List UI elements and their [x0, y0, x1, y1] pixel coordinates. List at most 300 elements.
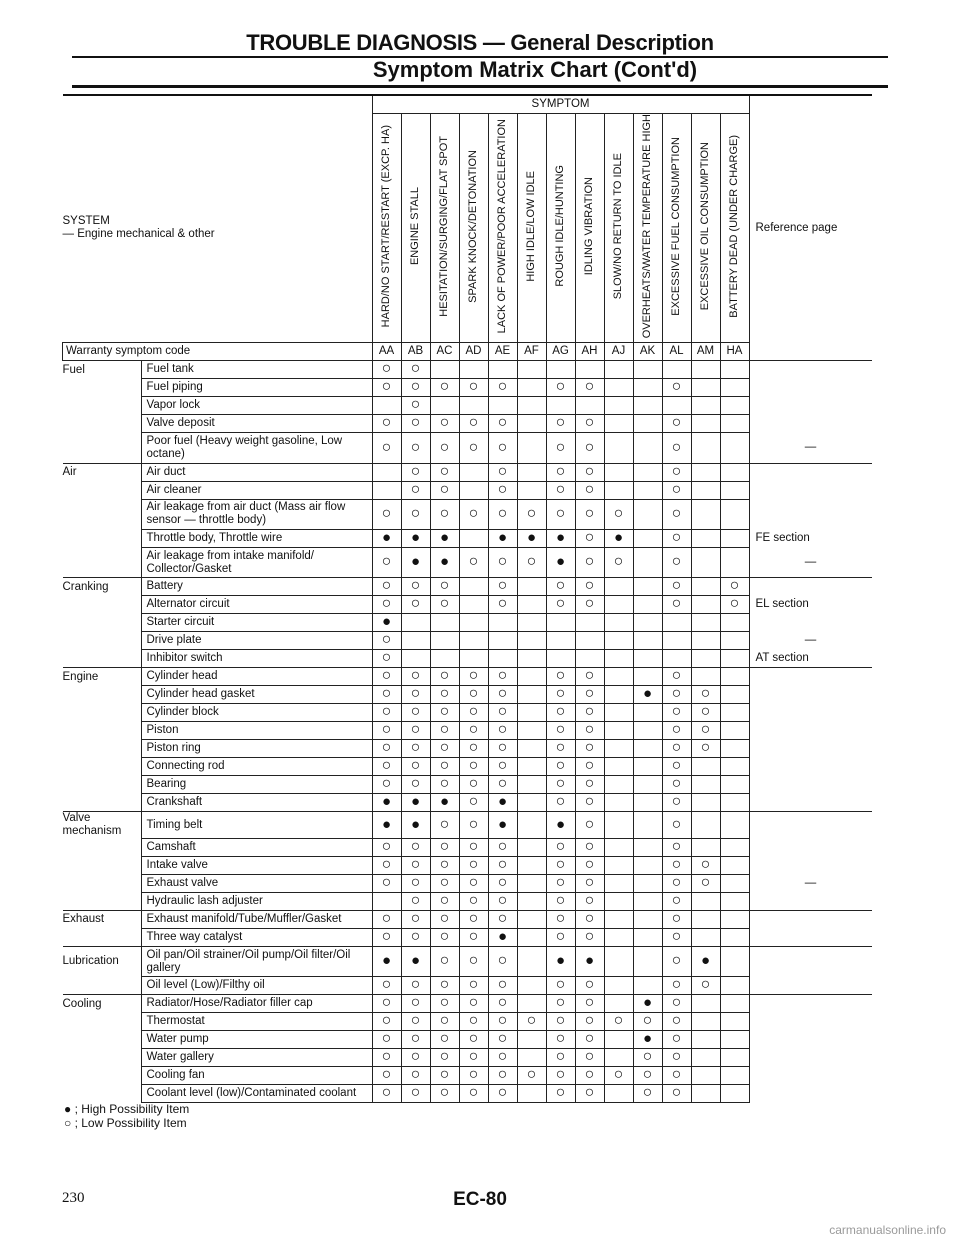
open-circle-icon: ○	[584, 855, 595, 873]
filled-circle-icon: ●	[64, 1102, 72, 1116]
symptom-cell	[401, 704, 430, 722]
symptom-cell	[720, 614, 749, 632]
system-item: Drive plate	[141, 632, 372, 650]
symptom-cell	[430, 632, 459, 650]
reference-page	[749, 481, 872, 499]
symptom-cell	[488, 910, 517, 928]
open-circle-icon: ○	[381, 757, 392, 775]
symptom-cell	[720, 686, 749, 704]
symptom-cell	[633, 1013, 662, 1031]
symptom-cell	[488, 977, 517, 995]
symptom-cell	[372, 812, 401, 839]
filled-circle-icon: ●	[642, 994, 653, 1012]
symptom-cell	[488, 892, 517, 910]
symptom-cell	[662, 722, 691, 740]
symptom-cell	[604, 686, 633, 704]
open-circle-icon: ○	[671, 739, 682, 757]
symptom-cell	[604, 812, 633, 839]
reference-page	[749, 397, 872, 415]
symptom-cell	[691, 481, 720, 499]
symptom-cell	[459, 686, 488, 704]
open-circle-icon: ○	[439, 1066, 450, 1084]
open-circle-icon: ○	[584, 378, 595, 396]
symptom-cell	[488, 740, 517, 758]
symptom-cell	[372, 578, 401, 596]
open-circle-icon: ○	[468, 952, 479, 970]
open-circle-icon: ○	[410, 504, 421, 522]
open-circle-icon: ○	[468, 855, 479, 873]
symptom-cell	[575, 995, 604, 1013]
symptom-col-header	[459, 114, 488, 343]
symptom-cell	[691, 578, 720, 596]
symptom-cell	[488, 812, 517, 839]
symptom-cell	[604, 463, 633, 481]
system-category	[63, 794, 142, 812]
open-circle-icon: ○	[410, 891, 421, 909]
symptom-cell	[459, 776, 488, 794]
symptom-cell	[546, 946, 575, 977]
system-item: Air duct	[141, 463, 372, 481]
table-row	[63, 632, 872, 650]
symptom-cell	[546, 1013, 575, 1031]
system-label: SYSTEM	[62, 214, 110, 227]
open-circle-icon: ○	[671, 553, 682, 571]
table-row	[63, 704, 872, 722]
symptom-cell	[720, 1031, 749, 1049]
symptom-cell	[430, 397, 459, 415]
symptom-cell	[401, 856, 430, 874]
symptom-cell	[691, 874, 720, 892]
symptom-cell	[372, 433, 401, 464]
open-circle-icon: ○	[439, 873, 450, 891]
system-item: Timing belt	[141, 812, 372, 839]
symptom-cell	[517, 481, 546, 499]
symptom-cell	[430, 379, 459, 397]
symptom-cell	[517, 722, 546, 740]
system-item: Hydraulic lash adjuster	[141, 892, 372, 910]
symptom-name: ENGINE STALL	[409, 187, 421, 266]
system-category: Engine	[63, 668, 142, 686]
symptom-cell	[720, 1067, 749, 1085]
open-circle-icon: ○	[497, 685, 508, 703]
symptom-cell	[604, 722, 633, 740]
symptom-cell	[401, 1013, 430, 1031]
symptom-cell	[662, 529, 691, 547]
symptom-cell	[720, 910, 749, 928]
symptom-cell	[691, 686, 720, 704]
symptom-cell	[401, 632, 430, 650]
symptom-cell	[604, 776, 633, 794]
open-circle-icon: ○	[381, 927, 392, 945]
symptom-cell	[488, 856, 517, 874]
symptom-cell	[604, 977, 633, 995]
open-circle-icon: ○	[671, 378, 682, 396]
table-row	[63, 379, 872, 397]
symptom-cell	[662, 397, 691, 415]
symptom-cell	[546, 650, 575, 668]
symptom-cell	[488, 874, 517, 892]
symptom-cell	[575, 977, 604, 995]
open-circle-icon: ○	[584, 414, 595, 432]
symptom-names-row	[63, 114, 872, 343]
open-circle-icon: ○	[584, 462, 595, 480]
open-circle-icon: ○	[439, 1048, 450, 1066]
symptom-cell	[662, 650, 691, 668]
table-row	[63, 977, 872, 995]
open-circle-icon: ○	[381, 631, 392, 649]
open-circle-icon: ○	[584, 909, 595, 927]
symptom-cell	[488, 794, 517, 812]
symptom-cell	[546, 977, 575, 995]
symptom-cell	[430, 856, 459, 874]
symptom-cell	[372, 379, 401, 397]
open-circle-icon: ○	[555, 775, 566, 793]
symptom-cell	[720, 499, 749, 529]
open-circle-icon: ○	[497, 1066, 508, 1084]
system-item: Battery	[141, 578, 372, 596]
symptom-cell	[546, 578, 575, 596]
open-circle-icon: ○	[671, 414, 682, 432]
system-category	[63, 1013, 142, 1031]
symptom-cell	[691, 1049, 720, 1067]
table-row	[63, 529, 872, 547]
open-circle-icon: ○	[468, 994, 479, 1012]
symptom-cell	[546, 686, 575, 704]
symptom-cell	[691, 794, 720, 812]
symptom-cell	[691, 704, 720, 722]
open-circle-icon: ○	[381, 685, 392, 703]
symptom-cell	[517, 838, 546, 856]
system-category: Fuel	[63, 361, 142, 379]
open-circle-icon: ○	[468, 873, 479, 891]
filled-circle-icon: ●	[555, 553, 566, 571]
symptom-cell	[517, 499, 546, 529]
open-circle-icon: ○	[439, 757, 450, 775]
system-item: Radiator/Hose/Radiator filler cap	[141, 995, 372, 1013]
open-circle-icon: ○	[584, 927, 595, 945]
reference-page	[749, 928, 872, 946]
filled-circle-icon: ●	[410, 952, 421, 970]
system-item: Inhibitor switch	[141, 650, 372, 668]
symptom-cell	[662, 1031, 691, 1049]
system-item: Thermostat	[141, 1013, 372, 1031]
symptom-cell	[430, 740, 459, 758]
table-row	[63, 1049, 872, 1067]
symptom-cell	[488, 529, 517, 547]
symptom-name: IDLING VIBRATION	[583, 177, 595, 276]
open-circle-icon: ○	[729, 595, 740, 613]
symptom-name: SPARK KNOCK/DETONATION	[467, 149, 479, 303]
symptom-cell	[691, 632, 720, 650]
symptom-cell	[633, 928, 662, 946]
open-circle-icon: ○	[671, 462, 682, 480]
symptom-cell	[546, 481, 575, 499]
open-circle-icon: ○	[497, 721, 508, 739]
warranty-code: AB	[401, 343, 430, 361]
table-row	[63, 928, 872, 946]
symptom-cell	[488, 614, 517, 632]
system-category	[63, 433, 142, 464]
symptom-cell	[720, 361, 749, 379]
symptom-cell	[662, 415, 691, 433]
symptom-cell	[401, 596, 430, 614]
symptom-cell	[604, 740, 633, 758]
symptom-cell	[401, 995, 430, 1013]
warranty-code: AJ	[604, 343, 633, 361]
symptom-cell	[401, 547, 430, 578]
reference-page	[749, 995, 872, 1013]
symptom-cell	[720, 704, 749, 722]
open-circle-icon: ○	[410, 1012, 421, 1030]
table-row	[63, 758, 872, 776]
symptom-cell	[691, 910, 720, 928]
symptom-cell	[430, 499, 459, 529]
open-circle-icon: ○	[671, 891, 682, 909]
symptom-cell	[720, 946, 749, 977]
filled-circle-icon: ●	[613, 528, 624, 546]
system-category	[63, 499, 142, 529]
symptom-cell	[546, 910, 575, 928]
symptom-cell	[401, 481, 430, 499]
filled-circle-icon: ●	[410, 553, 421, 571]
open-circle-icon: ○	[439, 595, 450, 613]
symptom-cell	[430, 758, 459, 776]
symptom-cell	[546, 463, 575, 481]
open-circle-icon: ○	[671, 837, 682, 855]
symptom-cell	[459, 1049, 488, 1067]
symptom-cell	[662, 578, 691, 596]
open-circle-icon: ○	[555, 480, 566, 498]
symptom-cell	[372, 892, 401, 910]
table-row	[63, 547, 872, 578]
open-circle-icon: ○	[468, 1030, 479, 1048]
open-circle-icon: ○	[468, 504, 479, 522]
open-circle-icon: ○	[584, 1030, 595, 1048]
symptom-cell	[662, 614, 691, 632]
system-category	[63, 632, 142, 650]
system-item: Cooling fan	[141, 1067, 372, 1085]
symptom-cell	[488, 668, 517, 686]
open-circle-icon: ○	[381, 976, 392, 994]
symptom-cell	[372, 946, 401, 977]
symptom-cell	[575, 704, 604, 722]
symptom-cell	[633, 977, 662, 995]
symptom-cell	[720, 838, 749, 856]
open-circle-icon: ○	[671, 793, 682, 811]
system-category	[63, 1067, 142, 1085]
open-circle-icon: ○	[671, 927, 682, 945]
symptom-cell	[691, 1067, 720, 1085]
warranty-code: AA	[372, 343, 401, 361]
symptom-cell	[546, 892, 575, 910]
symptom-cell	[633, 892, 662, 910]
reference-page	[749, 1067, 872, 1085]
open-circle-icon: ○	[410, 976, 421, 994]
symptom-cell	[662, 874, 691, 892]
symptom-name: HARD/NO START/RESTART (EXCP. HA)	[380, 124, 392, 328]
symptom-cell	[517, 776, 546, 794]
reference-page	[749, 892, 872, 910]
symptom-cell	[401, 1049, 430, 1067]
symptom-cell	[633, 668, 662, 686]
open-circle-icon: ○	[410, 378, 421, 396]
symptom-col-header	[430, 114, 459, 343]
open-circle-icon: ○	[555, 976, 566, 994]
system-item: Water gallery	[141, 1049, 372, 1067]
symptom-cell	[691, 892, 720, 910]
symptom-cell	[662, 856, 691, 874]
legend-low-text: ; Low Possibility Item	[74, 1116, 187, 1130]
symptom-cell	[430, 463, 459, 481]
symptom-cell	[691, 529, 720, 547]
table-row	[63, 614, 872, 632]
symptom-cell	[401, 740, 430, 758]
symptom-col-header	[546, 114, 575, 343]
symptom-cell	[459, 1013, 488, 1031]
symptom-cell	[575, 722, 604, 740]
open-circle-icon: ○	[497, 577, 508, 595]
open-circle-icon: ○	[381, 994, 392, 1012]
symptom-cell	[662, 596, 691, 614]
open-circle-icon: ○	[497, 414, 508, 432]
symptom-cell	[517, 995, 546, 1013]
symptom-cell	[546, 722, 575, 740]
symptom-cell	[546, 740, 575, 758]
symptom-cell	[633, 910, 662, 928]
symptom-cell	[430, 686, 459, 704]
symptom-cell	[546, 596, 575, 614]
symptom-cell	[430, 838, 459, 856]
symptom-name: ROUGH IDLE/HUNTING	[554, 165, 566, 287]
open-circle-icon: ○	[584, 793, 595, 811]
open-circle-icon: ○	[439, 909, 450, 927]
open-circle-icon: ○	[555, 378, 566, 396]
symptom-cell	[604, 892, 633, 910]
symptom-cell	[546, 433, 575, 464]
open-circle-icon: ○	[613, 553, 624, 571]
filled-circle-icon: ●	[381, 793, 392, 811]
open-circle-icon: ○	[381, 1030, 392, 1048]
open-circle-icon: ○	[555, 703, 566, 721]
symptom-cell	[633, 614, 662, 632]
table-row	[63, 668, 872, 686]
reference-page	[749, 1013, 872, 1031]
symptom-cell	[691, 397, 720, 415]
symptom-cell	[691, 812, 720, 839]
warranty-code: AD	[459, 343, 488, 361]
open-circle-icon: ○	[584, 553, 595, 571]
symptom-cell	[372, 481, 401, 499]
open-circle-icon: ○	[468, 739, 479, 757]
symptom-cell	[633, 1049, 662, 1067]
symptom-cell	[662, 361, 691, 379]
symptom-cell	[517, 433, 546, 464]
open-circle-icon: ○	[381, 775, 392, 793]
filled-circle-icon: ●	[526, 528, 537, 546]
system-item: Oil pan/Oil strainer/Oil pump/Oil filter/Oil gallery	[141, 946, 372, 977]
symptom-cell	[662, 812, 691, 839]
table-row	[63, 995, 872, 1013]
open-circle-icon: ○	[671, 909, 682, 927]
open-circle-icon: ○	[526, 553, 537, 571]
symptom-cell	[575, 614, 604, 632]
symptom-cell	[488, 499, 517, 529]
open-circle-icon: ○	[671, 976, 682, 994]
reference-page	[749, 812, 872, 839]
symptom-cell	[662, 794, 691, 812]
symptom-name: HIGH IDLE/LOW IDLE	[525, 170, 537, 282]
symptom-cell	[575, 1013, 604, 1031]
open-circle-icon: ○	[497, 1012, 508, 1030]
filled-circle-icon: ●	[642, 685, 653, 703]
symptom-cell	[517, 668, 546, 686]
open-circle-icon: ○	[497, 837, 508, 855]
symptom-cell	[633, 812, 662, 839]
warranty-code: AE	[488, 343, 517, 361]
symptom-cell	[604, 547, 633, 578]
open-circle-icon: ○	[410, 438, 421, 456]
system-sublabel: — Engine mechanical & other	[62, 227, 215, 240]
filled-circle-icon: ●	[381, 815, 392, 833]
open-circle-icon: ○	[555, 504, 566, 522]
symptom-cell	[604, 910, 633, 928]
filled-circle-icon: ●	[497, 793, 508, 811]
symptom-cell	[372, 874, 401, 892]
symptom-cell	[662, 1049, 691, 1067]
symptom-cell	[633, 995, 662, 1013]
table-row	[63, 1085, 872, 1103]
system-category	[63, 650, 142, 668]
symptom-cell	[459, 977, 488, 995]
symptom-cell	[633, 499, 662, 529]
system-header-spacer	[63, 95, 373, 114]
open-circle-icon: ○	[671, 775, 682, 793]
table-row	[63, 740, 872, 758]
symptom-cell	[459, 668, 488, 686]
open-circle-icon: ○	[671, 480, 682, 498]
open-circle-icon: ○	[555, 927, 566, 945]
symptom-cell	[517, 812, 546, 839]
open-circle-icon: ○	[555, 595, 566, 613]
symptom-cell	[488, 650, 517, 668]
symptom-cell	[633, 596, 662, 614]
symptom-cell	[517, 529, 546, 547]
reference-page	[749, 910, 872, 928]
symptom-cell	[459, 704, 488, 722]
symptom-cell	[575, 928, 604, 946]
open-circle-icon: ○	[439, 927, 450, 945]
symptom-cell	[459, 758, 488, 776]
symptom-cell	[604, 397, 633, 415]
symptom-cell	[720, 856, 749, 874]
open-circle-icon: ○	[439, 1030, 450, 1048]
open-circle-icon: ○	[381, 577, 392, 595]
table-row	[63, 361, 872, 379]
open-circle-icon: ○	[671, 703, 682, 721]
warranty-label: Warranty symptom code	[63, 343, 373, 361]
symptom-cell	[488, 578, 517, 596]
symptom-cell	[459, 892, 488, 910]
system-item: Cylinder head	[141, 668, 372, 686]
symptom-cell	[633, 758, 662, 776]
open-circle-icon: ○	[381, 837, 392, 855]
open-circle-icon: ○	[555, 1048, 566, 1066]
table-row	[63, 910, 872, 928]
system-category	[63, 928, 142, 946]
symptom-cell	[691, 722, 720, 740]
symptom-col-header	[401, 114, 430, 343]
symptom-cell	[691, 946, 720, 977]
